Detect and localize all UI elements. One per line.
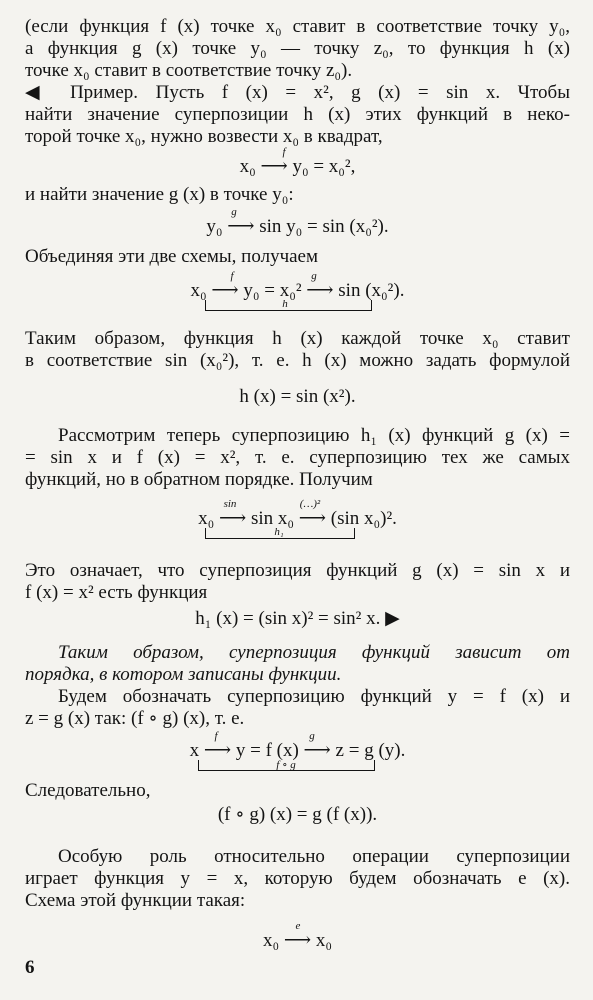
arrow-label: g <box>309 730 315 742</box>
formula-text: h₁ (x) = (sin x)² = sin² x. ▶ <box>195 608 400 629</box>
formula-text: h (x) = sin (x²). <box>239 386 356 407</box>
text-line: и найти значение g (x) в точке y₀: <box>25 184 294 205</box>
text-line: найти значение суперпозиции h (x) этих функций в неко- <box>25 104 570 125</box>
formula-text: y₀ ⟶ sin y₀ = sin (x₀²). <box>206 216 389 237</box>
arrow-label: sin <box>223 498 237 510</box>
page-number: 6 <box>25 957 35 978</box>
text-line: z = g (x) так: (f ∘ g) (x), т. е. <box>25 708 245 729</box>
arrow-label: g <box>311 270 317 282</box>
formula-composition-reverse <box>25 508 570 530</box>
formula-text: x₀ ⟶ y₀ = x₀², <box>239 156 356 177</box>
bracket-label: f ∘ g <box>276 759 296 771</box>
arrow-label: e <box>295 920 301 932</box>
formula-fg-definition <box>25 804 570 826</box>
bracket-label: h₁ <box>274 526 284 538</box>
formula-h1 <box>25 608 570 630</box>
text-line: Таким образом, функция h (x) каждой точке x₀ ставит <box>25 328 570 349</box>
text-line: в соответствие sin (x₀²), т. е. h (x) можно задать формулой <box>25 350 570 371</box>
formula-text: x ⟶ y = f (x) ⟶ z = g (y). <box>189 740 406 761</box>
text-line: Объединяя эти две схемы, получаем <box>25 246 319 267</box>
formula-square <box>25 156 570 178</box>
text-line: f (x) = x² есть функция <box>25 582 208 603</box>
formula-text: x₀ ⟶ sin x₀ ⟶ (sin x₀)². <box>198 508 397 529</box>
italic-line: порядка, в котором записаны функции. <box>25 664 342 685</box>
text-line: Особую роль относительно операции суперпозиции <box>58 846 570 867</box>
text-line: а функция g (x) точке y₀ — точку z₀, то функция h (x) <box>25 38 570 59</box>
arrow-label: g <box>231 206 237 218</box>
bracket-label: h <box>282 298 288 310</box>
text-line: Схема этой функции такая: <box>25 890 246 911</box>
example-start-line: ◀ Пример. Пусть f (x) = x², g (x) = sin x. Чтобы <box>25 82 570 103</box>
formula-identity <box>25 930 570 952</box>
text-line: (если функция f (x) точке x₀ ставит в соответствие точку y₀, <box>25 16 570 37</box>
text-line: функций, но в обратном порядке. Получим <box>25 469 373 490</box>
formula-sin <box>25 216 570 238</box>
arrow-label: (…)² <box>299 498 321 510</box>
text-line: = sin x и f (x) = x², т. е. суперпозицию тех же самых <box>25 447 570 468</box>
formula-text: x₀ ⟶ y₀ = x₀² ⟶ sin (x₀²). <box>190 280 405 301</box>
text-line: играет функция y = x, которую будем обозначать e (x). <box>25 868 570 889</box>
text-line: Следовательно, <box>25 780 151 801</box>
formula-h <box>25 386 570 408</box>
formula-text: x₀ ⟶ x₀ <box>263 930 332 951</box>
text-line: точке x₀ ставит в соответствие точку z₀). <box>25 60 353 81</box>
text-line: Рассмотрим теперь суперпозицию h₁ (x) функций g (x) = <box>58 425 570 446</box>
italic-line: Таким образом, суперпозиция функций зависит от <box>58 642 570 663</box>
arrow-label: f <box>282 146 286 158</box>
arrow-label: f <box>214 730 218 742</box>
text-line: Будем обозначать суперпозицию функций y = f (x) и <box>58 686 570 707</box>
arrow-label: f <box>230 270 234 282</box>
text-line: торой точке x₀, нужно возвести x₀ в квадрат, <box>25 126 383 147</box>
text-line: Это означает, что суперпозиция функций g (x) = sin x и <box>25 560 570 581</box>
formula-text: (f ∘ g) (x) = g (f (x)). <box>217 804 378 825</box>
